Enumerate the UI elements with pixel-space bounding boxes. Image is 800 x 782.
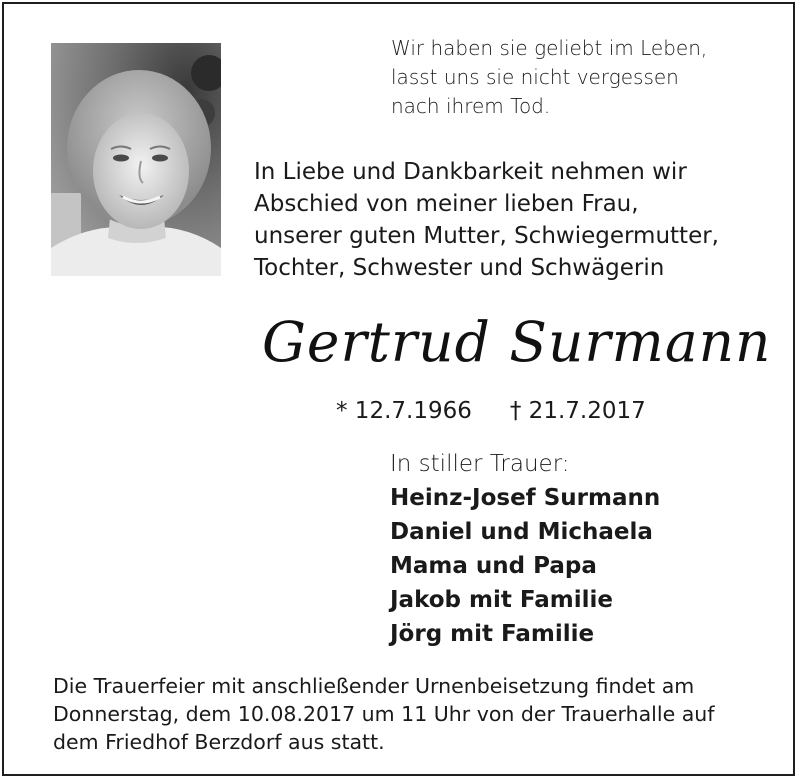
verse-line: lasst uns sie nicht vergessen bbox=[391, 65, 679, 89]
farewell-line: Tochter, Schwester und Schwägerin bbox=[254, 255, 665, 281]
portrait-photo bbox=[51, 43, 221, 276]
farewell-line: unserer guten Mutter, Schwiegermutter, bbox=[254, 223, 719, 249]
mourner-name: Mama und Papa bbox=[390, 553, 597, 579]
verse-line: Wir haben sie geliebt im Leben, bbox=[391, 36, 708, 60]
funeral-line: dem Friedhof Berzdorf aus statt. bbox=[53, 730, 385, 754]
funeral-info bbox=[53, 672, 714, 756]
mourner-name: Jörg mit Familie bbox=[390, 621, 595, 647]
farewell-line: In Liebe und Dankbarkeit nehmen wir bbox=[254, 159, 687, 185]
mourner-name: Daniel und Michaela bbox=[390, 519, 653, 545]
verse-line: nach ihrem Tod. bbox=[391, 94, 551, 118]
birth-date: * 12.7.1966 bbox=[336, 398, 472, 424]
farewell-text bbox=[254, 156, 719, 284]
life-dates bbox=[336, 396, 646, 426]
mourner-name: Jakob mit Familie bbox=[390, 587, 613, 613]
memorial-verse bbox=[391, 34, 707, 121]
farewell-line: Abschied von meiner lieben Frau, bbox=[254, 191, 639, 217]
mourning-lead: In stiller Trauer: bbox=[390, 451, 570, 477]
funeral-line: Die Trauerfeier mit anschließender Urnenbeisetzung findet am bbox=[53, 674, 695, 698]
mourners-block bbox=[390, 447, 660, 651]
funeral-line: Donnerstag, dem 10.08.2017 um 11 Uhr von der Trauerhalle auf bbox=[53, 702, 715, 726]
death-date: † 21.7.2017 bbox=[509, 398, 646, 424]
mourner-name: Heinz-Josef Surmann bbox=[390, 485, 661, 511]
deceased-name: Gertrud Surmann bbox=[262, 310, 772, 374]
portrait-image bbox=[51, 43, 221, 276]
